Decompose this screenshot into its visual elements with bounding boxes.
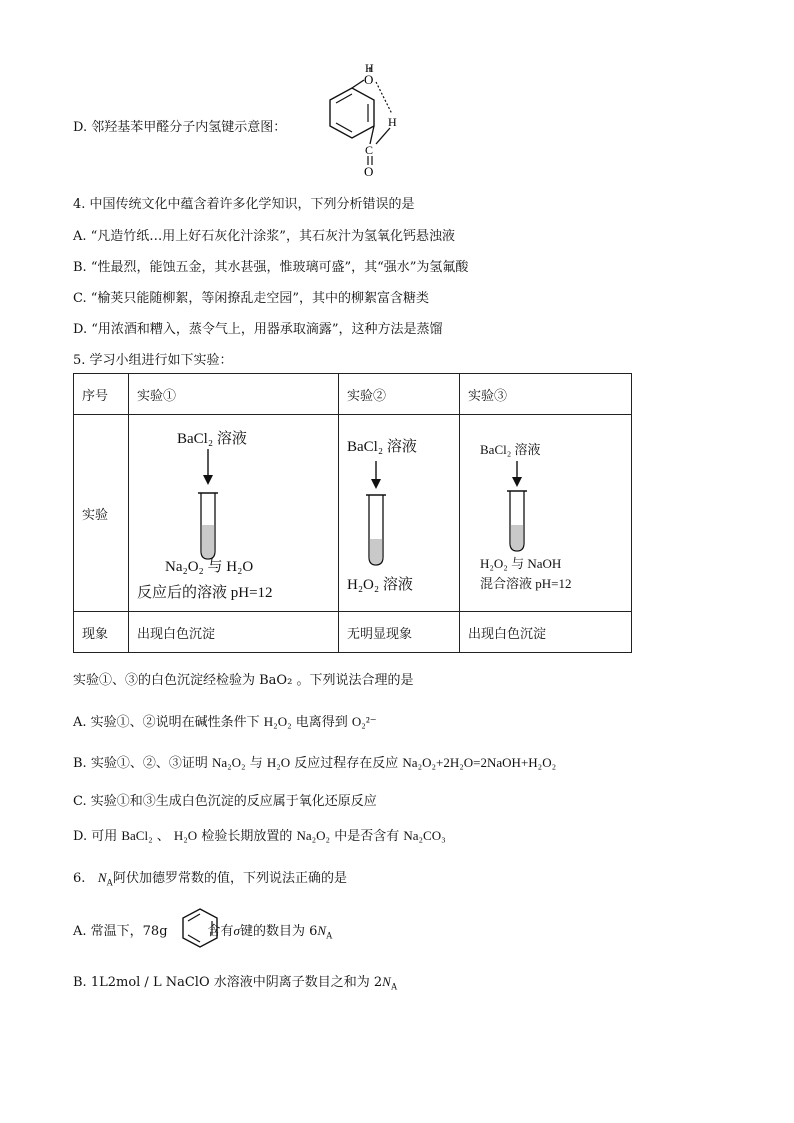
q5-option-b: B. 实验①、②、③证明 Na₂O₂ 与 H₂O 反应过程存在反应 Na₂O₂+2H₂O=2NaOH+H₂O₂ — [73, 755, 557, 771]
header-exp2: 实验② — [339, 374, 460, 415]
formula-h2o-d: H₂O — [173, 828, 198, 843]
header-index: 序号 — [74, 374, 129, 415]
exp1-solution-line1: Na₂O₂ 与 H₂O — [165, 559, 254, 575]
exp3-test-tube — [502, 459, 532, 565]
q6-stem: 6. $N_A$阿伏加德罗常数的值，下列说法正确的是 — [73, 870, 347, 888]
header-exp3: 实验③ — [460, 374, 632, 415]
exp3-solution-line2: 混合溶液 pH=12 — [480, 576, 572, 591]
sigma-symbol: σ — [233, 923, 240, 938]
exp3-phenomenon: 出现白色沉淀 — [460, 612, 632, 653]
q4-stem: 4. 中国传统文化中蕴含着许多化学知识，下列分析错误的是 — [73, 197, 415, 212]
salicylaldehyde-structure — [300, 64, 420, 180]
q4-option-c: C. “榆荚只能随柳絮，等闲撩乱走空园”，其中的柳絮富含糖类 — [73, 291, 430, 306]
benzene-structure — [180, 906, 220, 950]
reaction-equation: Na₂O₂+2H₂O=2NaOH+H₂O₂ — [402, 755, 557, 770]
atom-h-side: H — [388, 115, 397, 129]
formula-h2o2: H₂O₂ — [263, 714, 292, 729]
atom-c: C — [365, 143, 374, 157]
exp2-test-tube — [361, 459, 391, 571]
formula-na2o2-d: Na₂O₂ — [296, 828, 331, 843]
exp1-cell — [129, 415, 339, 612]
exp2-reagent: BaCl₂ 溶液 — [347, 439, 417, 455]
q6-option-a: A. 常温下，78g 含有σ键的数目为 $6N_A$ — [73, 923, 333, 941]
exp3-reagent: BaCl₂ 溶液 — [480, 442, 541, 457]
exp1-reagent: BaCl₂ 溶液 — [177, 431, 247, 447]
q6-option-b: B. 1L2mol / L NaClO 水溶液中阴离子数目之和为 $2N_A$ — [73, 974, 398, 992]
row-label-experiment: 实验 — [74, 415, 129, 612]
exp2-phenomenon: 无明显现象 — [339, 612, 460, 653]
q4-option-b: B. “性最烈，能蚀五金，其水甚强，惟玻璃可盛”，其“强水”为氢氟酸 — [73, 260, 469, 275]
formula-na2o2: Na₂O₂ — [211, 755, 246, 770]
header-exp1: 实验① — [129, 374, 339, 415]
q4-option-d: D. “用浓酒和糟入，蒸令气上，用器承取滴露”，这种方法是蒸馏 — [73, 322, 443, 337]
q5-option-d: D. 可用 BaCl₂ 、 H₂O 检验长期放置的 Na₂O₂ 中是否含有 Na₂CO₃ — [73, 828, 446, 844]
formula-bacl2: BaCl₂ — [121, 828, 153, 843]
atom-o-top: O — [364, 72, 374, 87]
atom-o-bottom: O — [364, 164, 374, 179]
row-label-phenomenon: 现象 — [74, 612, 129, 653]
exp2-cell — [339, 415, 460, 612]
formula-o2-2minus: O₂²⁻ — [351, 714, 377, 729]
exp3-cell — [460, 415, 632, 612]
exp1-test-tube — [193, 447, 223, 567]
q5-note: 实验①、③的白色沉淀经检验为 BaO₂ 。下列说法合理的是 — [73, 673, 414, 688]
exp1-phenomenon: 出现白色沉淀 — [129, 612, 339, 653]
exp3-solution-line1: H₂O₂ 与 NaOH — [480, 556, 562, 571]
q5-stem: 5. 学习小组进行如下实验： — [73, 353, 233, 368]
formula-na2co3: Na₂CO₃ — [403, 828, 446, 843]
q5-option-a: A. 实验①、②说明在碱性条件下 H₂O₂ 电离得到 O₂²⁻ — [73, 714, 377, 730]
q5-option-c: C. 实验①和③生成白色沉淀的反应属于氧化还原反应 — [73, 794, 377, 809]
q4-option-a: A. “凡造竹纸…用上好石灰化汁涂浆”，其石灰汁为氢氧化钙悬浊液 — [73, 229, 455, 244]
atom-h-top: H — [365, 64, 374, 75]
experiment-table — [73, 373, 632, 653]
q3-option-d: D. 邻羟基苯甲醛分子内氢键示意图： — [73, 120, 287, 135]
formula-h2o: H₂O — [266, 755, 291, 770]
exp1-solution-line2: 反应后的溶液 pH=12 — [137, 585, 273, 601]
exp2-solution: H₂O₂ 溶液 — [347, 577, 413, 593]
